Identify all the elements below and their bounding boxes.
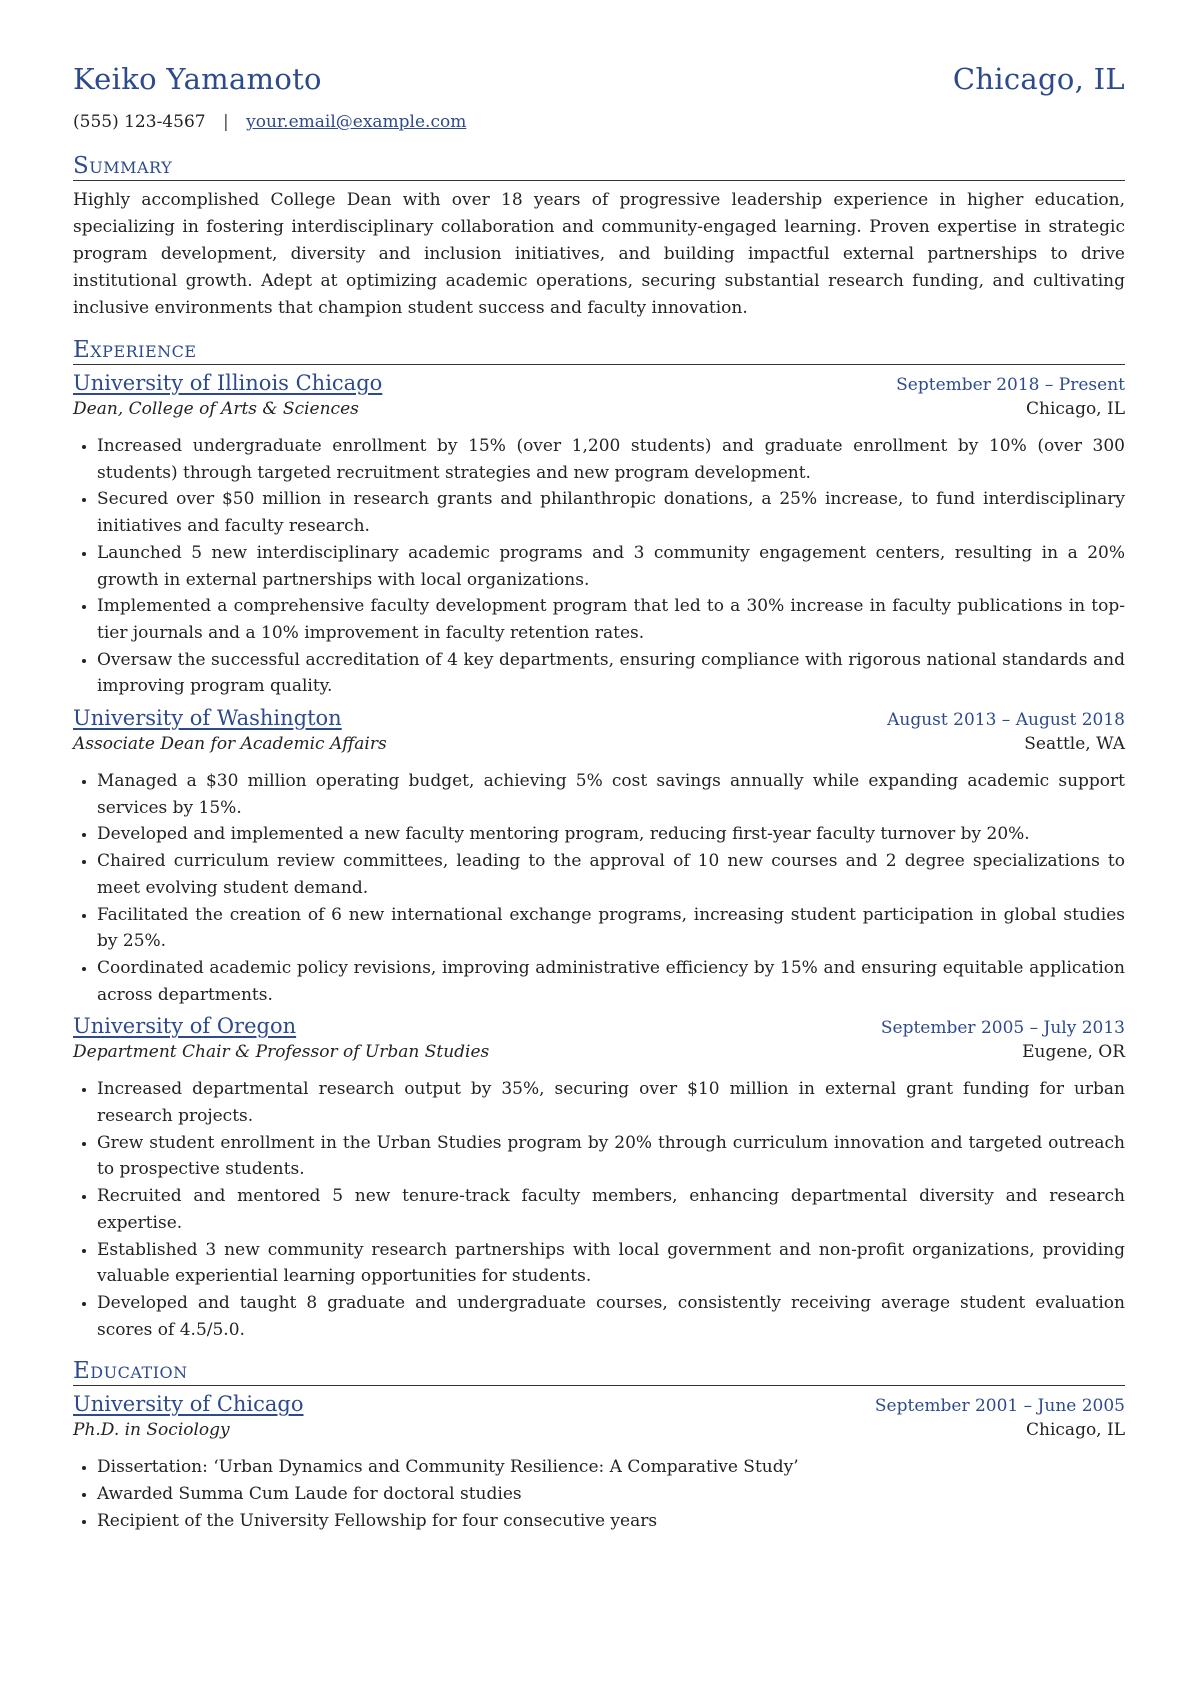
- list-item: • Secured over $50 million in research grants and philanthropic donations, a 25% increase, to fund interdisciplinary initiatives and faculty research.: [97, 486, 1125, 539]
- achievement-list: [73, 1076, 1125, 1343]
- list-item: • Increased departmental research output by 35%, securing over $10 million in external grant funding for urban research projects.: [97, 1076, 1125, 1129]
- candidate-city: Chicago, IL: [952, 62, 1125, 96]
- list-item: • Grew student enrollment in the Urban Studies program by 20% through curriculum innovation and targeted outreach to prospective students.: [97, 1130, 1125, 1183]
- list-item: • Launched 5 new interdisciplinary academic programs and 3 community engagement centers, resulting in a 20% growth in external partnerships with local organizations.: [97, 540, 1125, 593]
- study-dates: September 2001 – June 2005: [874, 1396, 1125, 1417]
- list-item: • Recruited and mentored 5 new tenure-track faculty members, enhancing departmental diversity and research expertise.: [97, 1183, 1125, 1236]
- phone: (555) 123-4567: [73, 112, 206, 132]
- education-details-list: [73, 1454, 1125, 1534]
- summary-text: Highly accomplished College Dean with over 18 years of progressive leadership experience in higher education, specializing in fostering interdisciplinary collaboration and community-engaged learning. Proven expertise in strategic program development, diversity and inclusion initiatives, and building impactful external partnerships to drive institutional growth. Adept at optimizing academic operations, securing substantial research funding, and cultivating inclusive environments that champion student success and faculty innovation.: [73, 190, 1125, 318]
- job-title: Department Chair & Professor of Urban Studies: [73, 1042, 490, 1063]
- job-title: Associate Dean for Academic Affairs: [73, 734, 387, 755]
- experience-heading: Experience: [73, 336, 1125, 365]
- employer-name: University of Illinois Chicago: [73, 371, 383, 395]
- header: [73, 62, 1125, 108]
- list-item: • Coordinated academic policy revisions, improving administrative efficiency by 15% and ensuring equitable application across departments.: [97, 955, 1125, 1008]
- school-name: University of Chicago: [73, 1392, 304, 1417]
- list-item: • Implemented a comprehensive faculty development program that led to a 30% increase in faculty publications in top-tier journals and a 10% improvement in faculty retention rates.: [97, 593, 1125, 646]
- job-title: Dean, College of Arts & Sciences: [73, 399, 359, 419]
- education-entry: [73, 1392, 1125, 1534]
- contact-line: [73, 112, 1125, 138]
- job-location: Chicago, IL: [1026, 399, 1125, 419]
- list-item: • Facilitated the creation of 6 new international exchange programs, increasing student participation in global studies by 25%.: [97, 902, 1125, 955]
- list-item: • Oversaw the successful accreditation of 4 key departments, ensuring compliance with rigorous national standards and improving program quality.: [97, 647, 1125, 700]
- education-heading: Education: [73, 1357, 1125, 1386]
- email-link[interactable]: your.email@example.com: [246, 112, 467, 132]
- employment-dates: September 2018 – Present: [896, 375, 1125, 395]
- list-item: • Developed and implemented a new faculty mentoring program, reducing first-year faculty turnover by 20%.: [97, 821, 1125, 848]
- employer-name: University of Oregon: [73, 1014, 297, 1039]
- list-item: • Established 3 new community research partnerships with local government and non-profit organizations, providing valuable experiential learning opportunities for students.: [97, 1237, 1125, 1290]
- employment-dates: August 2013 – August 2018: [887, 710, 1125, 731]
- list-item: • Increased undergraduate enrollment by 15% (over 1,200 students) and graduate enrollment by 10% (over 300 students) through targeted recruitment strategies and new program development.: [97, 433, 1125, 486]
- list-item: • Awarded Summa Cum Laude for doctoral studies: [97, 1481, 1125, 1508]
- achievement-list: [73, 433, 1125, 700]
- list-item: • Chaired curriculum review committees, leading to the approval of 10 new courses and 2 degree specializations to meet evolving student demand.: [97, 848, 1125, 901]
- experience-entry: [73, 371, 1125, 700]
- summary-heading: Summary: [73, 152, 1125, 181]
- list-item: • Developed and taught 8 graduate and undergraduate courses, consistently receiving average student evaluation scores of 4.5/5.0.: [97, 1290, 1125, 1343]
- list-item: • Dissertation: ‘Urban Dynamics and Community Resilience: A Comparative Study’: [97, 1454, 1125, 1481]
- list-item: • Managed a $30 million operating budget, achieving 5% cost savings annually while expanding academic support services by 15%.: [97, 768, 1125, 821]
- experience-entry: [73, 1014, 1125, 1343]
- candidate-name: Keiko Yamamoto: [73, 62, 322, 96]
- job-location: Eugene, OR: [1022, 1042, 1125, 1063]
- job-location: Seattle, WA: [1024, 734, 1125, 755]
- employer-name: University of Washington: [73, 706, 342, 731]
- contact-separator: |: [222, 112, 229, 132]
- employment-dates: September 2005 – July 2013: [880, 1018, 1125, 1039]
- school-location: Chicago, IL: [1026, 1420, 1125, 1441]
- experience-entry: [73, 706, 1125, 1008]
- resume-content: [73, 62, 1125, 1535]
- achievement-list: [73, 768, 1125, 1008]
- degree: Ph.D. in Sociology: [73, 1420, 230, 1441]
- list-item: • Recipient of the University Fellowship for four consecutive years: [97, 1508, 1125, 1535]
